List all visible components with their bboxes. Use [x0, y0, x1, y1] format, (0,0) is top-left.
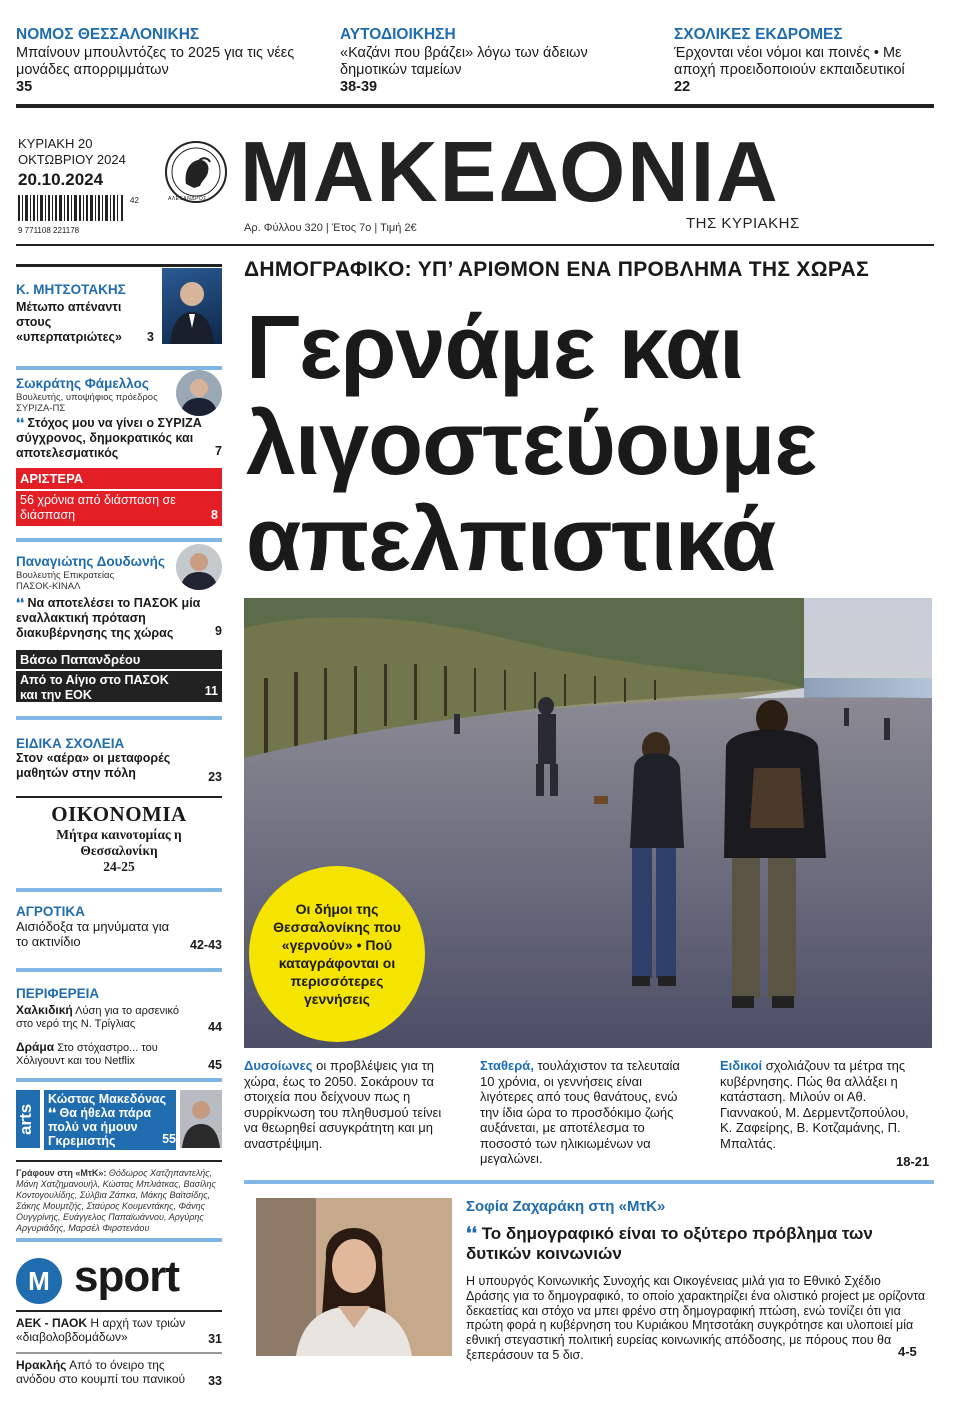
quote-icon: ❛❛ [48, 1106, 60, 1120]
teaser-title: ΝΟΜΟΣ ΘΕΣΣΑΛΟΝΙΚΗΣ [16, 26, 200, 43]
sidebar-divider [16, 716, 222, 720]
sidebar-rule [16, 1310, 222, 1312]
interview-body: Η υπουργός Κοινωνικής Συνοχής και Οικογένειας μιλά για το Εθνικό Σχέδιο Δράσης για το δημογραφικό, το οποίο χαρακτηρίζει ένα ολιστικό project με ορίζοντα δεκαετίας και στόχο να μπει φρένο στη δημογραφική πτώση, ενώ τονίζει ότι για πρώτη φορά η κυβέρνηση του Κυριάκου Μητσοτάκη συγκρότησε και υλοποιεί μία εθνική στεγαστική πολιτική ευρείας κοινωνικής απόδοσης, με πόρους που θα ξεπεράσουν τα 5 δισ. [466, 1274, 926, 1362]
perifereia-lead: Δράμα [16, 1040, 55, 1054]
issue-day: ΚΥΡΙΑΚΗ 20 [18, 136, 93, 151]
sidebar-divider [16, 1238, 222, 1242]
sidebar-page: 23 [208, 770, 222, 784]
makedonas-photo [180, 1090, 222, 1148]
column-text: οι προβλέψεις για τη χώρα, έως το 2050. Σοκάρουν τα στοιχεία που δείχνουν πως η συρρίκνωση του πληθυσμού τείνει να θεωρηθεί ασυγκράτητη και μη αναστρέψιμη. [244, 1058, 442, 1151]
masthead-subtitle: ΤΗΣ ΚΥΡΙΑΚΗΣ [686, 215, 800, 232]
sidebar-page: 9 [215, 624, 222, 638]
arts-name: Κώστας Μακεδόνας [48, 1092, 167, 1106]
sidebar-text: Από το Αίγιο στο ΠΑΣΟΚ και την ΕΟΚ [20, 673, 169, 702]
arts-label: arts [16, 1090, 40, 1148]
teaser-page: 38-39 [340, 79, 378, 95]
barcode-icon [18, 195, 138, 221]
walker-left [630, 732, 684, 986]
quote-icon: ❛❛ [16, 596, 28, 610]
sidebar-doudonis[interactable] [16, 544, 222, 640]
top-rule [16, 104, 934, 108]
sidebar-tag: Βάσω Παπανδρέου [16, 650, 222, 671]
teaser-nomos[interactable] [16, 26, 306, 96]
column-lead: Σταθερά, [480, 1058, 534, 1073]
barcode [18, 195, 138, 235]
teaser-page: 35 [16, 79, 33, 95]
sidebar-divider [16, 1352, 222, 1354]
sidebar-page: 31 [208, 1332, 222, 1346]
perifereia-text: Στο στόχαστρο... του Χόλιγουντ και του Netflix [16, 1042, 158, 1067]
headline-kicker: ΔΗΜΟΓΡΑΦΙΚΟ: ΥΠ’ ΑΡΙΘΜΟΝ ΕΝΑ ΠΡΟΒΛΗΜΑ ΤΗΣ ΧΩΡΑΣ [244, 258, 869, 281]
sidebar-text: Μέτωπο απέναντι στους «υπερπατριώτες» [16, 300, 122, 344]
badge-text: Οι δήμοι της Θεσσαλονίκης που «γερνούν» • Πού καταγράφονται οι περισσότερες γεννήσεις [273, 901, 401, 1007]
issue-month: ΟΚΤΩΒΡΙΟΥ 2024 [18, 152, 126, 167]
sidebar-page: 11 [204, 684, 218, 698]
mitsotakis-photo [162, 268, 222, 344]
sidebar-writers [16, 1168, 222, 1234]
sidebar-mitsotakis[interactable] [16, 268, 222, 346]
sidebar-role: Βουλευτής, υποψήφιος πρόεδρος ΣΥΡΙΖΑ-ΠΣ [16, 392, 158, 414]
sidebar-tag: ΕΙΔΙΚΑ ΣΧΟΛΕΙΑ [16, 736, 125, 751]
sidebar-text: Στον «αέρα» οι μεταφορές μαθητών στην πόλη [16, 751, 171, 780]
interview-quote-text: Το δημογραφικό είναι το οξύτερο πρόβλημα των δυτικών κοινωνιών [466, 1224, 873, 1263]
sidebar-page: 44 [208, 1020, 222, 1034]
sidebar-page: 55 [162, 1132, 176, 1146]
sidebar-page: 24-25 [103, 859, 135, 874]
column-lead: Δυσοίωνες [244, 1058, 313, 1073]
sidebar-tag: ΠΕΡΙΦΕΡΕΙΑ [16, 986, 100, 1001]
teaser-title: ΑΥΤΟΔΙΟΙΚΗΣΗ [340, 26, 456, 43]
sidebar-divider [16, 888, 222, 892]
portrait-icon [180, 1090, 222, 1148]
issue-date-text [18, 136, 126, 168]
seal-text: ΑΛΕΞΑΝΔΡΟΣ [168, 196, 207, 202]
sidebar-role: Βουλευτής Επικρατείας ΠΑΣΟΚ-ΚΙΝΑΛ [16, 570, 115, 592]
sidebar-aristera[interactable] [16, 468, 222, 526]
sidebar-tag: ΑΡΙΣΤΕΡΑ [16, 468, 222, 491]
sport-lead: Ηρακλής [16, 1358, 67, 1372]
barcode-number: 9 771108 221178 [18, 226, 80, 235]
sport-text: Η αρχή των τριών «διαβολοβδομάδων» [16, 1316, 186, 1344]
article-column-2[interactable] [480, 1058, 684, 1167]
sidebar-text: 56 χρόνια από διάσπαση σε διάσπαση [20, 493, 176, 522]
sidebar-divider [16, 1078, 222, 1082]
sidebar-text: Μήτρα καινοτομίας η Θεσσαλονίκη [56, 827, 182, 858]
issue-date: 20.10.2024 [18, 170, 104, 189]
sidebar-sxoleia[interactable] [16, 736, 222, 792]
sidebar-page: 3 [147, 330, 154, 344]
sidebar-oikonomia[interactable] [16, 802, 222, 878]
sidebar-text: Αισιόδοξα τα μηνύματα για το ακτινίδιο [16, 919, 170, 949]
sidebar-rule [16, 796, 222, 798]
sidebar-rule [16, 264, 222, 267]
sidebar-divider [16, 968, 222, 972]
article-column-3[interactable] [720, 1058, 924, 1151]
interview-rule [244, 1180, 934, 1184]
teaser-title: ΣΧΟΛΙΚΕΣ ΕΚΔΡΟΜΕΣ [674, 26, 843, 43]
zacharaki-portrait-icon [256, 1198, 452, 1356]
doudonis-photo [176, 544, 222, 590]
interview-page: 4-5 [898, 1344, 917, 1359]
sidebar-tag: Κ. ΜΗΤΣΟΤΑΚΗΣ [16, 282, 126, 297]
column-text: σχολιάζουν τα μέτρα της κυβέρνησης. Πώς θα αλλάξει η κατάσταση. Μιλούν οι Αθ. Γιαννακού, Μ. Δερμεντζοπούλου, Κ. Ζαφείρης, Β. Κοτζαμάνης, Π. Μπαλτάς. [720, 1058, 909, 1151]
arts-quote: Θα ήθελα πάρα πολύ να ήμουν Γκρεμιστής [48, 1106, 152, 1148]
barcode-issue: 42 [130, 196, 139, 205]
sidebar-arts[interactable] [16, 1090, 222, 1148]
interview-quote[interactable] [466, 1224, 926, 1264]
masthead-rule [16, 244, 934, 246]
teaser-ekdromes[interactable] [674, 26, 936, 96]
sidebar-famellos[interactable] [16, 370, 222, 466]
sidebar-tag: Σωκράτης Φάμελλος [16, 376, 149, 391]
sidebar-quote: Να αποτελέσει το ΠΑΣΟΚ μία εναλλακτική πρόταση διακυβέρνησης της χώρας [16, 596, 201, 640]
writers-lead: Γράφουν στη «ΜτΚ»: [16, 1168, 107, 1178]
sport-logo-badge: M [16, 1258, 62, 1304]
headline-line: Γερνάμε και [246, 298, 744, 398]
yellow-badge[interactable] [249, 866, 425, 1042]
sidebar-page: 8 [211, 508, 218, 522]
headline-line: λιγοστεύουμε [246, 394, 817, 494]
interview-photo[interactable] [256, 1198, 452, 1356]
sidebar-page: 33 [208, 1374, 222, 1388]
column-text: τουλάχιστον τα τελευταία 10 χρόνια, οι γεννήσεις είναι λιγότερες από τους θανάτους, ενώ την ίδια ώρα το προσδόκιμο ζωής αυξάνεται, με αποτέλεσμα το ποσοστό των ηλικιωμένων να μεγαλώνει. [480, 1058, 680, 1166]
interview-tag: Σοφία Ζαχαράκη στη «ΜτΚ» [466, 1198, 666, 1215]
column-page: 18-21 [896, 1154, 930, 1169]
sidebar-agrotika[interactable] [16, 904, 222, 956]
perifereia-text: Λύση για το αρσενικό στο νερό της Ν. Τρίγλιας [16, 1005, 179, 1030]
column-lead: Ειδικοί [720, 1058, 763, 1073]
teaser-page: 22 [674, 79, 691, 95]
sport-item-iraklis[interactable] [16, 1358, 222, 1392]
headline-line: απελπιστικά [246, 490, 776, 590]
sidebar-tag: ΑΓΡΟΤΙΚΑ [16, 904, 85, 919]
seal-icon [164, 140, 228, 204]
sidebar-divider [16, 538, 222, 542]
sport-logo-word: sport [74, 1252, 179, 1301]
sidebar-papandreou[interactable] [16, 650, 222, 702]
portrait-icon [176, 544, 222, 590]
article-column-1[interactable] [244, 1058, 448, 1151]
writers-list: Θόδωρος Χατζηπαντελής, Μάνη Χατζημανουήλ, Κώστας Μπλιάτκας, Βασίλης Κοντογουλίδης, Σύλβια Ζάπκα, Μάκης Βαϊτσίδης, Σάκης Μουμτζής, Σταύρος Κουμεντάκης, Φάνης Ουγγρίνης, Ευάγγελος Παπαϊωάννου, Αργύρης Αργυριάδης, Μαρσέλ Φιρστενάου [16, 1168, 216, 1233]
teaser-text: «Καζάνι που βράζει» λόγω των άδειων δημοτικών ταμείων [340, 45, 588, 78]
sidebar-rule [16, 1160, 222, 1162]
sidebar-quote: Στόχος μου να γίνει ο ΣΥΡΙΖΑ σύγχρονος, δημοκρατικός και αποτελεσματικός [16, 416, 202, 460]
main-headline[interactable] [246, 300, 816, 588]
masthead-logo[interactable]: ΜΑΚΕΔΟΝΙΑ [240, 125, 780, 220]
sidebar-page: 42-43 [190, 938, 222, 952]
portrait-icon [176, 370, 222, 416]
famellos-photo [176, 370, 222, 416]
sidebar-page: 45 [208, 1058, 222, 1072]
sidebar-perifereia[interactable] [16, 986, 222, 1076]
sidebar-page: 7 [215, 444, 222, 458]
sport-item-aek[interactable] [16, 1316, 222, 1352]
teaser-aftodioikisi[interactable] [340, 26, 630, 96]
quote-icon: ❛❛ [466, 1224, 482, 1243]
quote-icon: ❛❛ [16, 416, 28, 430]
portrait-icon [162, 268, 222, 344]
teaser-text: Μπαίνουν μπουλντόζες το 2025 για τις νέες μονάδες απορριμμάτων [16, 45, 295, 78]
sport-lead: ΑΕΚ - ΠΑΟΚ [16, 1316, 88, 1330]
sport-text: Από το όνειρο της ανόδου στο κουμπί του πανικού [16, 1358, 186, 1386]
issue-line: Αρ. Φύλλου 320 | Έτος 7ο | Τιμή 2€ [244, 222, 417, 234]
perifereia-lead: Χαλκιδική [16, 1003, 73, 1017]
sidebar-tag: Παναγιώτης Δουδωνής [16, 554, 165, 569]
teaser-text: Έρχονται νέοι νόμοι και ποινές • Με αποχή προειδοποιούν εκπαιδευτικοί [674, 45, 905, 78]
sidebar-tag: ΟΙΚΟΝΟΜΙΑ [51, 802, 187, 826]
